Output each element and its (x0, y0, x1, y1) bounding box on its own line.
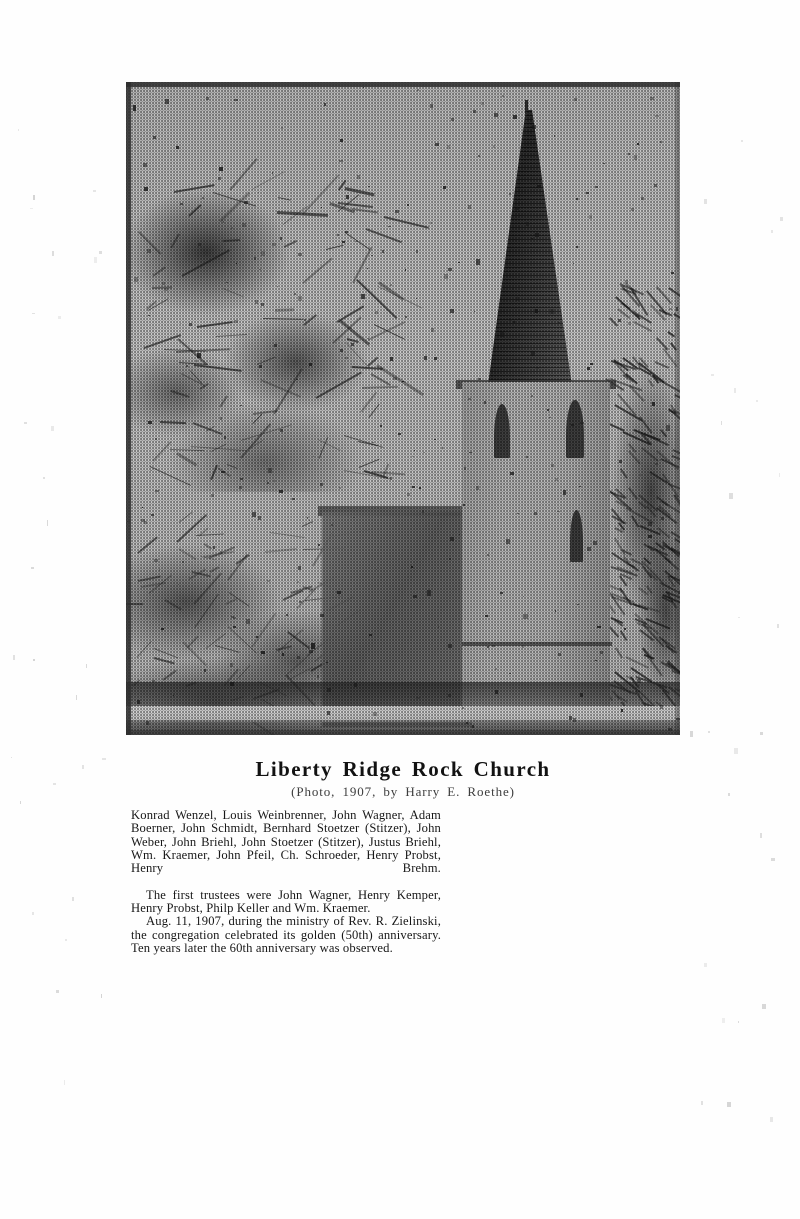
paragraph-member-names: Konrad Wenzel, Louis Weinbrenner, John Wagner, Adam Boerner, John Schmidt, Bernhard Stoetzer (Stitzer), John Weber, John Briehl, John Stoetzer (Stitzer), Justus Briehl, Wm. Kraemer, John Pfeil, Ch. Schroeder, Henry Probst, Henry Brehm. (131, 808, 441, 876)
print-fleck (627, 246, 628, 247)
print-fleck (424, 356, 427, 360)
shrub-stroke (204, 543, 212, 549)
print-fleck (654, 184, 657, 187)
scan-speck (728, 793, 729, 796)
print-fleck (281, 127, 283, 129)
tree-branch (282, 206, 307, 225)
tree-branch (160, 421, 186, 424)
tree-branch (220, 395, 229, 407)
print-fleck (509, 193, 511, 195)
conifer-needle (640, 416, 653, 433)
print-fleck (576, 198, 578, 201)
scan-speck (33, 195, 36, 200)
tree-branch (352, 247, 372, 284)
print-fleck (206, 97, 209, 99)
conifer-needle (617, 309, 630, 319)
scan-speck (43, 477, 45, 479)
scan-speck (738, 1021, 740, 1023)
tower-base-line (462, 642, 612, 646)
shrub-stroke (136, 640, 152, 658)
tree-branch (152, 441, 171, 461)
tree-branch (217, 467, 231, 477)
print-fleck (513, 115, 517, 118)
tree-branch (252, 171, 285, 190)
print-fleck (443, 186, 446, 189)
conifer-needle (616, 647, 624, 658)
print-fleck (641, 197, 644, 199)
shrub-stroke (163, 670, 177, 681)
print-fleck (576, 246, 578, 247)
scan-speck (734, 388, 736, 393)
tree-branch (223, 239, 240, 242)
scan-speck (704, 963, 708, 968)
scan-speck (86, 664, 87, 668)
shrub-stroke (138, 576, 160, 582)
tree-branch (337, 306, 365, 323)
scan-speck (53, 783, 56, 785)
tree-branch (210, 465, 218, 480)
conifer-needle (609, 317, 618, 326)
tree-branch (241, 423, 272, 458)
scan-speck (727, 1102, 731, 1107)
scan-speck (32, 313, 36, 315)
photo-caption-title: Liberty Ridge Rock Church (255, 757, 551, 781)
shrub-stroke (153, 657, 174, 665)
conifer-needle (620, 630, 627, 641)
print-fleck (165, 99, 169, 104)
tree-branch (384, 216, 430, 229)
print-fleck (430, 104, 434, 107)
print-fleck (655, 115, 659, 117)
photo-credit-line: (Photo, 1907, by Harry E. Roethe) (291, 784, 515, 799)
conifer-needle (626, 656, 649, 668)
conifer-needle (657, 337, 669, 350)
tree-branch (182, 250, 230, 277)
tree-branch (347, 338, 359, 343)
shrub-stroke (182, 641, 207, 666)
scan-speck (756, 400, 759, 402)
print-fleck (595, 186, 598, 188)
print-fleck (660, 141, 662, 143)
tree-branch (345, 232, 371, 250)
tree-branch (229, 158, 257, 191)
print-fleck (603, 163, 604, 165)
scan-speck (762, 1004, 765, 1010)
scan-speck (24, 422, 27, 425)
print-fleck (474, 311, 476, 312)
conifer-needle (641, 560, 662, 582)
scan-speck (93, 190, 95, 192)
scan-speck (729, 493, 733, 499)
tree-branch (215, 334, 246, 337)
print-fleck (573, 263, 574, 264)
conifer-needle (639, 525, 660, 535)
tree-branch (171, 390, 189, 397)
print-fleck (628, 153, 630, 155)
scan-speck (33, 659, 36, 661)
scan-speck (99, 251, 102, 254)
photo-border-bottom (126, 730, 680, 735)
scan-speck (771, 858, 775, 861)
scan-speck (690, 731, 693, 737)
print-fleck (444, 274, 448, 279)
shrub-stroke (210, 566, 219, 572)
tree-branch (257, 356, 276, 365)
tree-branch (273, 369, 302, 415)
print-fleck (234, 99, 238, 102)
tree-branch (188, 204, 201, 216)
tree-branch (346, 342, 368, 367)
print-fleck (636, 222, 637, 224)
scan-speck (741, 140, 744, 142)
conifer-needle (629, 487, 638, 499)
photo-border-top (126, 82, 680, 87)
shrub-stroke (193, 572, 222, 604)
scan-speck (20, 801, 21, 804)
print-fleck (434, 357, 437, 360)
scan-speck (52, 251, 54, 256)
scan-speck (771, 230, 773, 233)
tree-branch (170, 449, 204, 451)
print-fleck (478, 155, 480, 157)
print-fleck (476, 259, 480, 264)
print-fleck (153, 136, 156, 139)
tree-branch (369, 404, 380, 418)
tree-branch (263, 318, 303, 320)
shrub-stroke (238, 665, 251, 679)
tree-branch (275, 308, 294, 311)
tree-branch (374, 324, 405, 340)
scan-speck (30, 208, 33, 209)
shrub-stroke (215, 645, 239, 653)
scan-speck (780, 217, 783, 221)
tree-branch (144, 334, 182, 349)
tree-branch (152, 266, 165, 276)
print-fleck (586, 192, 589, 195)
print-fleck (671, 272, 673, 274)
spire-shingle-texture (478, 110, 582, 400)
shrub-stroke (164, 599, 182, 611)
scan-speck (770, 1117, 773, 1122)
photo-border-right (675, 82, 680, 735)
tree-branch (139, 231, 162, 254)
print-fleck (407, 493, 410, 496)
print-fleck (451, 118, 454, 121)
tree-branch (194, 364, 242, 371)
print-fleck (430, 222, 432, 224)
scan-speck (13, 655, 15, 660)
conifer-needle (638, 587, 647, 594)
print-fleck (411, 109, 412, 110)
tree-foliage-left (126, 162, 416, 492)
tree-branch (283, 240, 296, 248)
print-fleck (631, 208, 635, 211)
scan-speck (18, 129, 19, 131)
shrub-stroke (178, 548, 196, 560)
print-fleck (494, 113, 498, 117)
print-fleck (493, 145, 496, 148)
print-fleck (574, 98, 577, 101)
shrub-stroke (227, 554, 247, 580)
church-tower (462, 382, 610, 712)
scan-speck (56, 990, 60, 993)
tree-branch (303, 314, 317, 326)
scan-speck (721, 421, 723, 425)
tree-branch (362, 386, 398, 389)
shrub-stroke (276, 645, 292, 650)
scan-speck (734, 748, 738, 753)
print-fleck (587, 367, 590, 370)
tree-branch (227, 464, 238, 469)
conifer-needle (631, 515, 639, 527)
print-fleck (447, 145, 451, 149)
conifer-needle (642, 447, 659, 461)
print-fleck (502, 95, 504, 97)
print-fleck (468, 205, 472, 209)
tree-branch (359, 458, 380, 467)
conifer-needle (614, 538, 626, 556)
print-fleck (473, 110, 476, 113)
print-fleck (554, 135, 556, 137)
scan-speck (32, 912, 34, 915)
tree-branch (303, 257, 333, 283)
scan-speck (760, 833, 762, 837)
tree-branch (176, 452, 197, 466)
conifer-needle (656, 496, 668, 506)
print-fleck (419, 487, 421, 488)
scan-speck (704, 199, 707, 204)
article-body (131, 809, 441, 955)
scan-speck (101, 994, 102, 998)
conifer-needle (648, 379, 654, 387)
paragraph-trustees: The first trustees were John Wagner, Henry Kemper, Henry Probst, Philp Keller and Wm. Kraemer. (131, 887, 441, 916)
print-fleck (634, 155, 637, 160)
scan-speck (779, 473, 781, 478)
paragraph-anniversary: Aug. 11, 1907, during the ministry of Rev. R. Zielinski, the congregation celebrated its golden (50th) anniversary. Ten years later the 60th anniversary was observed. (131, 914, 441, 955)
print-fleck (450, 309, 454, 313)
tree-branch (170, 233, 179, 248)
scan-speck (760, 732, 762, 734)
tree-branch (344, 435, 383, 448)
print-fleck (590, 363, 593, 365)
tree-branch (326, 244, 343, 249)
print-fleck (417, 89, 419, 91)
church-photograph (126, 82, 680, 735)
tree-branch (223, 288, 244, 297)
conifer-needle (667, 331, 674, 337)
shrub-stroke (265, 548, 297, 553)
scan-speck (711, 374, 714, 376)
scan-speck (72, 897, 74, 901)
scan-speck (65, 939, 67, 941)
tree-branch (173, 184, 214, 193)
tree-branch (379, 281, 405, 300)
conifer-needle (660, 429, 667, 437)
print-fleck (133, 105, 137, 110)
shrub-stroke (270, 532, 305, 538)
photo-image (126, 82, 680, 735)
print-fleck (442, 447, 443, 449)
print-fleck (481, 102, 484, 105)
print-fleck (490, 359, 491, 360)
shrub-stroke (178, 512, 192, 523)
ground-foreground (126, 682, 680, 708)
scan-speck (58, 316, 61, 319)
scan-speck (64, 1080, 66, 1085)
print-fleck (620, 262, 621, 263)
shrub-stroke (196, 534, 224, 537)
print-fleck (434, 439, 435, 440)
conifer-needle (621, 468, 629, 478)
shrub-stroke (226, 598, 238, 605)
shrub-stroke (302, 521, 314, 528)
tree-branch (152, 287, 172, 290)
scan-speck (94, 257, 97, 263)
tree-branch (352, 208, 378, 213)
scan-speck (31, 567, 35, 570)
shrub-stroke (251, 613, 276, 648)
scan-speck (102, 758, 106, 759)
print-fleck (340, 139, 343, 142)
shrub-stroke (137, 536, 158, 554)
print-fleck (324, 103, 326, 106)
print-fleck (176, 146, 179, 149)
scan-speck (777, 624, 779, 628)
print-fleck (416, 250, 418, 253)
tree-branch (303, 175, 340, 215)
conifer-needle (655, 361, 669, 368)
print-fleck (431, 328, 435, 332)
scan-speck (51, 426, 54, 431)
print-fleck (637, 143, 640, 145)
scan-speck (701, 1101, 703, 1105)
scan-speck (76, 695, 77, 700)
tree-branch (345, 187, 375, 196)
scan-speck (82, 765, 84, 769)
print-fleck (458, 262, 460, 264)
print-fleck (372, 159, 373, 160)
conifer-needle (621, 302, 629, 309)
shrub-stroke (186, 635, 198, 648)
print-fleck (589, 215, 592, 219)
tree-branch (196, 321, 232, 328)
tree-branch (278, 197, 291, 201)
scan-speck (738, 617, 740, 618)
print-fleck (435, 143, 439, 146)
print-fleck (423, 452, 424, 453)
scan-speck (47, 520, 48, 526)
print-fleck (448, 268, 451, 272)
scan-speck (11, 757, 12, 758)
tree-branch (316, 372, 362, 399)
photo-border-left (126, 82, 131, 735)
tree-branch (365, 228, 402, 244)
scan-speck (722, 1018, 725, 1023)
print-fleck (650, 97, 654, 99)
tree-branch (370, 373, 390, 386)
scan-speck (708, 731, 710, 733)
